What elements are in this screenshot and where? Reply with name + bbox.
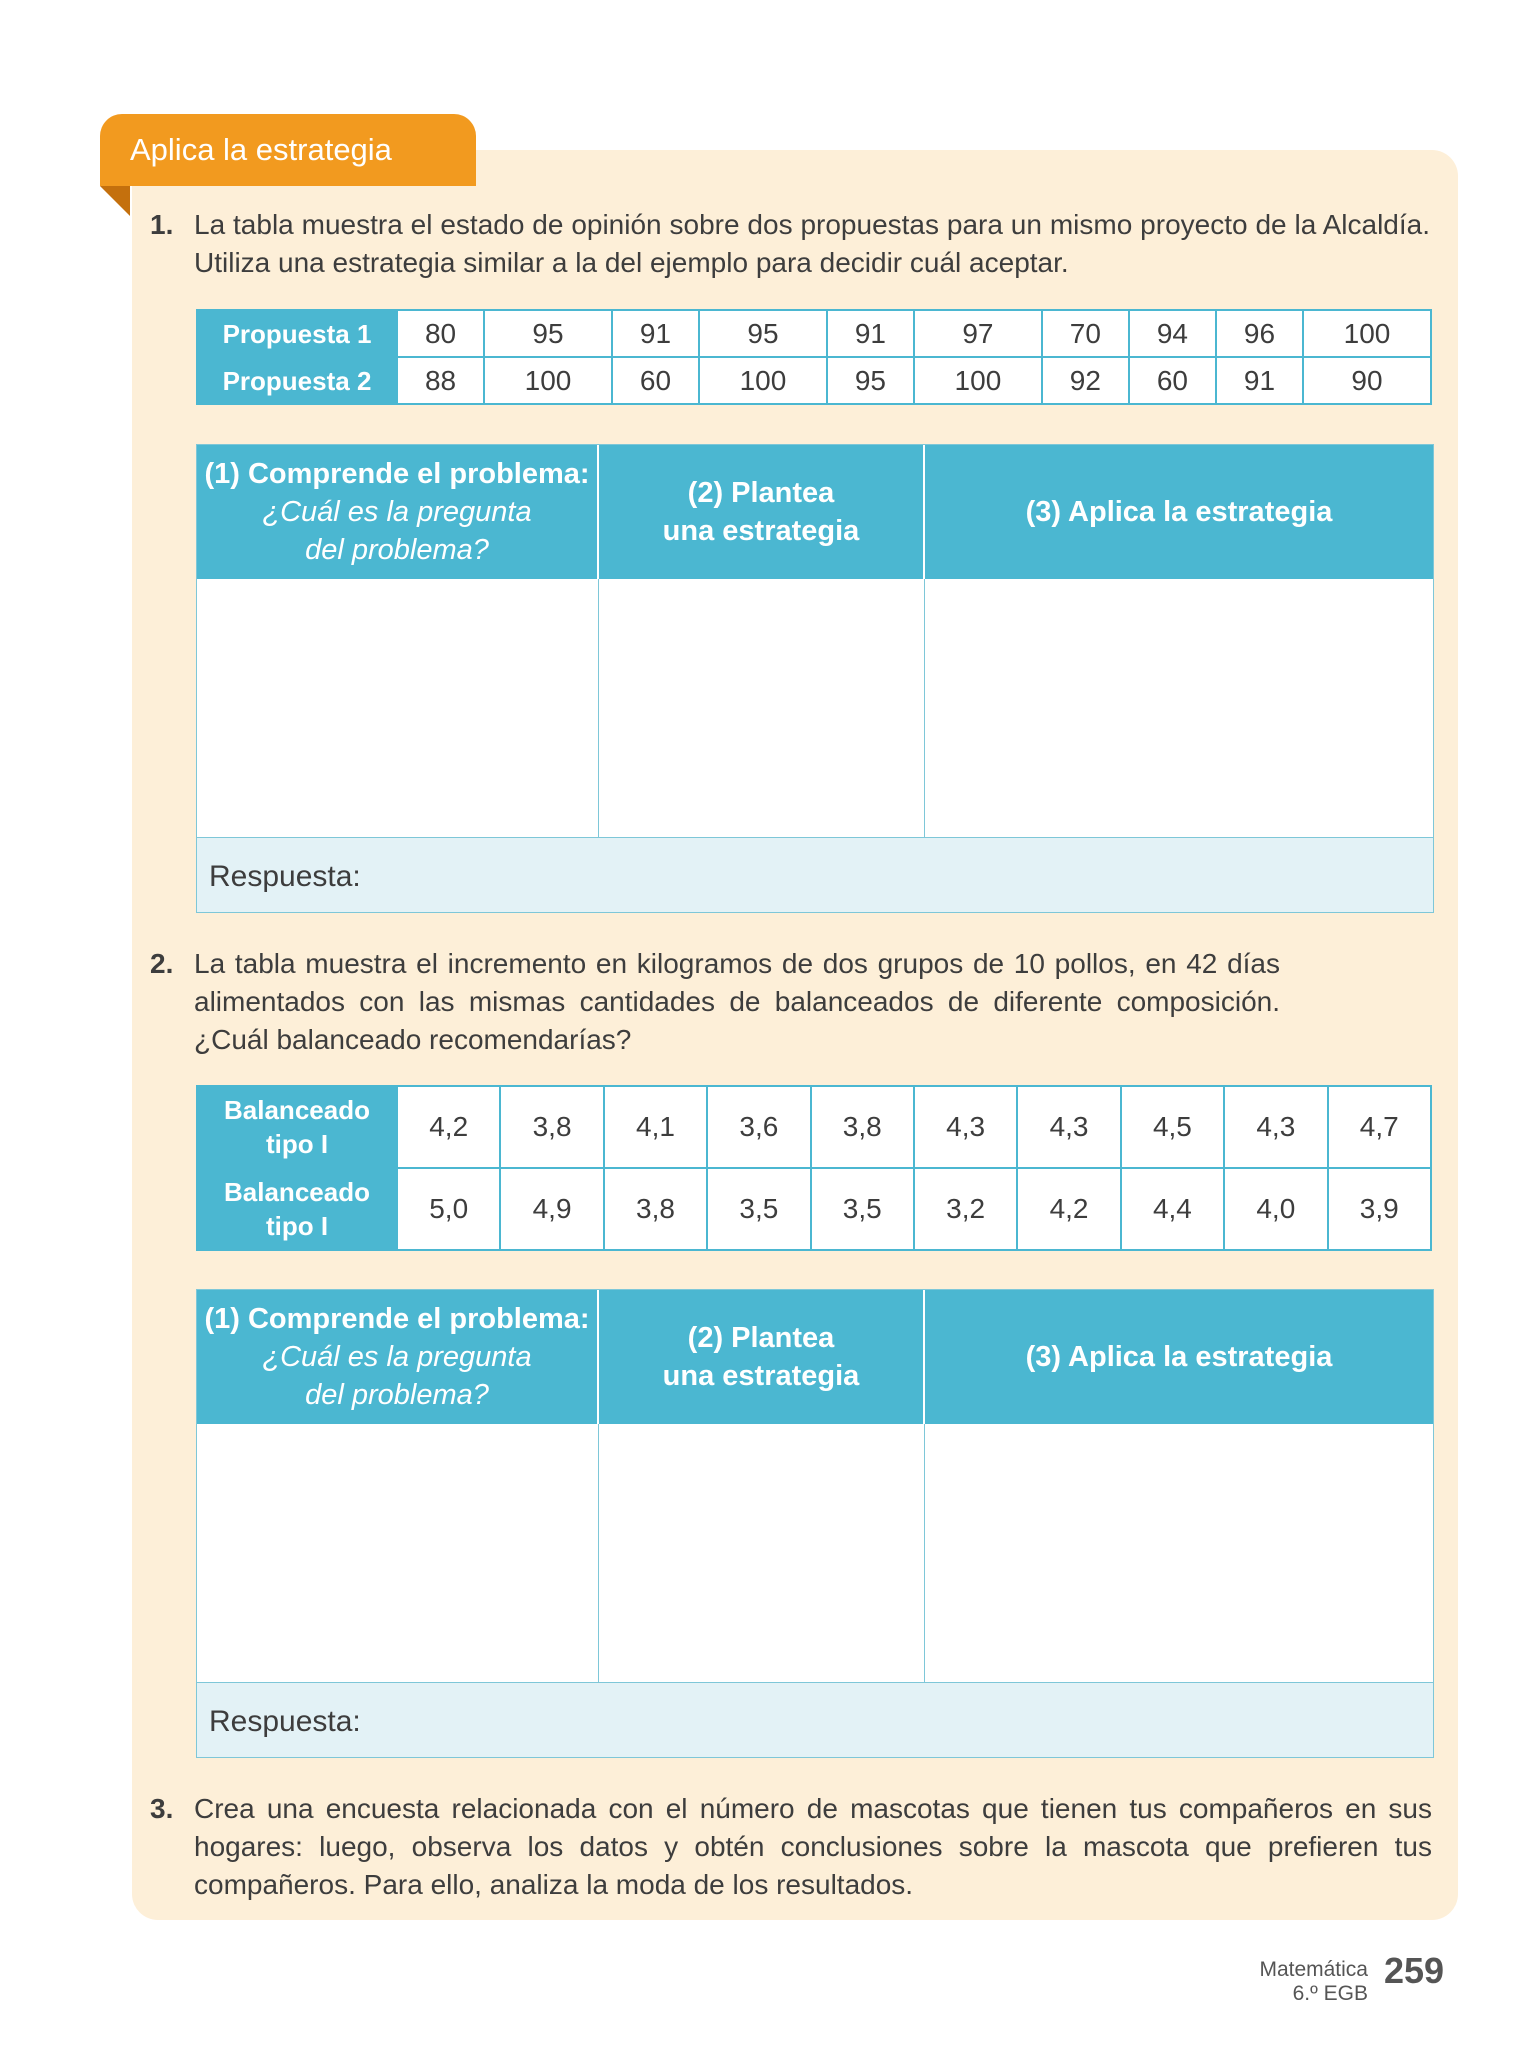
problem-solving-table-2 — [196, 1289, 1434, 1758]
cell: 95 — [827, 357, 914, 404]
header-understand-sub1: ¿Cuál es la pregunta — [262, 496, 532, 528]
cell: 4,0 — [1224, 1168, 1327, 1250]
cell: 91 — [1216, 357, 1303, 404]
cell: 4,2 — [1017, 1168, 1120, 1250]
row-label-line1: Balanceado — [224, 1095, 370, 1125]
header-understand-sub1: ¿Cuál es la pregunta — [262, 1341, 532, 1373]
footer-subject-name: Matemática — [1259, 1958, 1368, 1981]
row-label-line2: tipo I — [265, 1129, 329, 1159]
header-plan — [599, 445, 925, 579]
cell: 4,2 — [397, 1086, 500, 1168]
table-proposals — [196, 309, 1432, 405]
cell: 92 — [1042, 357, 1129, 404]
answer-row[interactable] — [197, 837, 1433, 912]
cell: 4,3 — [1224, 1086, 1327, 1168]
table-row — [197, 1086, 1431, 1168]
row-label: Propuesta 1 — [197, 310, 397, 357]
footer-grade: 6.º EGB — [1292, 1982, 1368, 2005]
answer-area-understand[interactable] — [197, 579, 599, 837]
cell: 88 — [397, 357, 484, 404]
cell: 3,5 — [707, 1168, 810, 1250]
header-understand — [197, 1290, 599, 1424]
answer-label: Respuesta: — [209, 1705, 361, 1738]
cell: 91 — [612, 310, 699, 357]
cell: 70 — [1042, 310, 1129, 357]
cell: 90 — [1303, 357, 1431, 404]
question-text: La tabla muestra el incremento en kilogramos de dos grupos de 10 pollos, en 42 días alimentados con las mismas cantidades de balanceados de diferente composición. ¿Cuál balanceado recomendarías? — [194, 948, 1280, 1055]
header-apply — [925, 445, 1433, 579]
cell: 60 — [1129, 357, 1216, 404]
answer-area-apply[interactable] — [925, 579, 1433, 837]
header-understand-sub2: del problema? — [305, 534, 489, 566]
question-3 — [150, 1790, 1432, 1904]
cell: 4,3 — [914, 1086, 1017, 1168]
cell: 3,8 — [604, 1168, 707, 1250]
cell: 5,0 — [397, 1168, 500, 1250]
cell: 4,9 — [500, 1168, 603, 1250]
header-apply-title: (3) Aplica la estrategia — [1025, 496, 1333, 528]
cell: 4,3 — [1017, 1086, 1120, 1168]
table-row — [197, 1168, 1431, 1250]
header-plan-line1: (2) Plantea — [687, 1322, 835, 1354]
header-understand-title: (1) Comprende el problema: — [204, 1303, 590, 1335]
header-apply — [925, 1290, 1433, 1424]
cell: 100 — [1303, 310, 1431, 357]
question-2 — [150, 945, 1280, 1059]
plan-header — [197, 445, 1433, 579]
question-1 — [150, 206, 1430, 282]
answer-area-understand[interactable] — [197, 1424, 599, 1682]
page-number: 259 — [1384, 1950, 1445, 1991]
tab-fold-decoration — [100, 186, 130, 216]
header-plan-line1: (2) Plantea — [687, 477, 835, 509]
cell: 3,8 — [811, 1086, 914, 1168]
cell: 96 — [1216, 310, 1303, 357]
question-text: La tabla muestra el estado de opinión sobre dos propuestas para un mismo proyecto de la Alcaldía. Utiliza una estrategia similar a la del ejemplo para decidir cuál aceptar. — [194, 209, 1430, 278]
cell: 4,4 — [1121, 1168, 1224, 1250]
cell: 97 — [914, 310, 1042, 357]
row-label — [197, 1168, 397, 1250]
header-understand-sub2: del problema? — [305, 1379, 489, 1411]
problem-solving-table-1 — [196, 444, 1434, 913]
answer-area-plan[interactable] — [599, 579, 925, 837]
cell: 4,7 — [1328, 1086, 1431, 1168]
question-number: 3. — [150, 1793, 174, 1824]
answer-area-plan[interactable] — [599, 1424, 925, 1682]
header-plan — [599, 1290, 925, 1424]
footer-subject — [1259, 1958, 1368, 2006]
header-apply-title: (3) Aplica la estrategia — [1025, 1341, 1333, 1373]
answer-area-apply[interactable] — [925, 1424, 1433, 1682]
cell: 100 — [699, 357, 827, 404]
header-plan-line2: una estrategia — [662, 515, 860, 547]
question-text: Crea una encuesta relacionada con el número de mascotas que tienen tus compañeros en sus hogares: luego, observa los datos y obtén conclusiones sobre la mascota que prefieren tus compañeros. Para ello, analiza la moda de los resultados. — [194, 1793, 1432, 1900]
plan-body — [197, 579, 1433, 837]
row-label — [197, 1086, 397, 1168]
header-understand — [197, 445, 599, 579]
row-label-line2: tipo I — [265, 1211, 329, 1241]
answer-row[interactable] — [197, 1682, 1433, 1757]
cell: 3,9 — [1328, 1168, 1431, 1250]
section-tab: Aplica la estrategia — [100, 114, 476, 186]
cell: 3,8 — [500, 1086, 603, 1168]
cell: 3,2 — [914, 1168, 1017, 1250]
table-feed — [196, 1085, 1432, 1251]
cell: 94 — [1129, 310, 1216, 357]
cell: 95 — [484, 310, 612, 357]
cell: 100 — [484, 357, 612, 404]
cell: 100 — [914, 357, 1042, 404]
cell: 3,5 — [811, 1168, 914, 1250]
cell: 80 — [397, 310, 484, 357]
row-label-line1: Balanceado — [224, 1177, 370, 1207]
table-row — [197, 357, 1431, 404]
question-number: 2. — [150, 948, 174, 979]
header-plan-line2: una estrategia — [662, 1360, 860, 1392]
table-row — [197, 310, 1431, 357]
row-label: Propuesta 2 — [197, 357, 397, 404]
answer-label: Respuesta: — [209, 860, 361, 893]
header-understand-title: (1) Comprende el problema: — [204, 458, 590, 490]
cell: 60 — [612, 357, 699, 404]
plan-header — [197, 1290, 1433, 1424]
cell: 3,6 — [707, 1086, 810, 1168]
cell: 95 — [699, 310, 827, 357]
plan-body — [197, 1424, 1433, 1682]
cell: 91 — [827, 310, 914, 357]
cell: 4,1 — [604, 1086, 707, 1168]
cell: 4,5 — [1121, 1086, 1224, 1168]
question-number: 1. — [150, 209, 174, 240]
